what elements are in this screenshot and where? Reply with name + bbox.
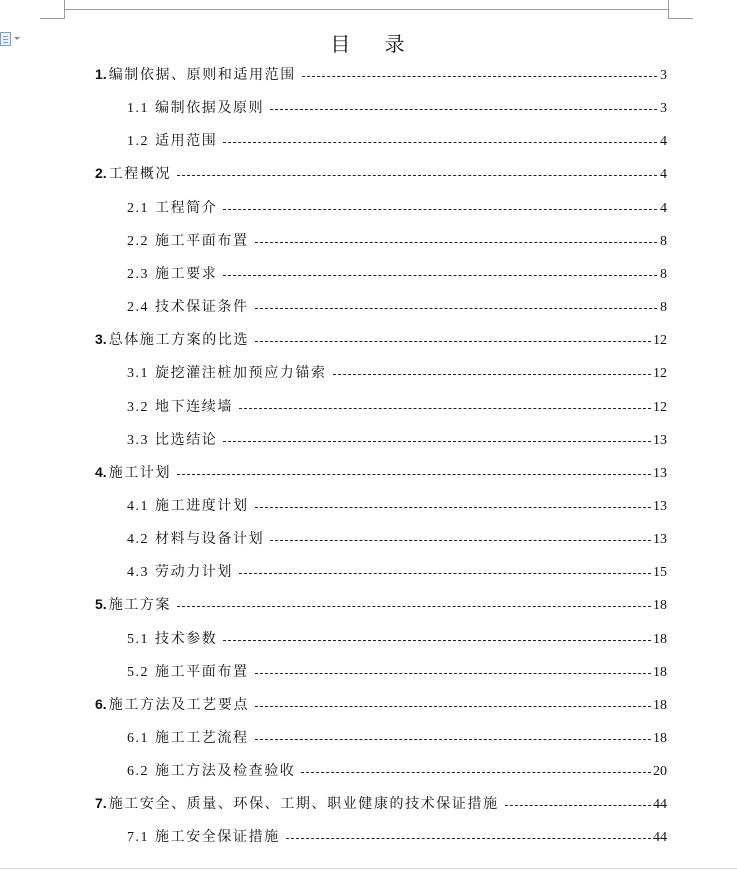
toc-entry[interactable] xyxy=(127,628,667,652)
toc-entry-page: 3 xyxy=(660,68,667,83)
toc-entry-number: 5.1 xyxy=(127,631,149,647)
toc-entry-title: 施工平面布置 xyxy=(155,232,249,249)
toc-entry-number: 1.1 xyxy=(127,101,149,117)
toc-entry-page: 18 xyxy=(653,664,667,680)
toc-leader-dashes xyxy=(223,434,651,448)
page-bottom-edge xyxy=(0,868,737,869)
toc-entry-page: 18 xyxy=(653,631,667,647)
page-corner-mark-left xyxy=(40,0,65,19)
toc-entry-number: 6.2 xyxy=(127,764,149,780)
toc-entry-title: 施工平面布置 xyxy=(155,663,249,680)
toc-leader-dashes xyxy=(333,367,651,381)
toc-entry-number: 2.1 xyxy=(127,200,149,216)
toc-entry[interactable] xyxy=(127,263,667,287)
toc-entry-number: 2.2 xyxy=(127,233,149,249)
toc-entry[interactable] xyxy=(127,97,667,121)
toc-entry-title: 地下连续墙 xyxy=(155,398,233,415)
toc-entry-page: 4 xyxy=(660,134,667,150)
toc-entry[interactable] xyxy=(95,329,667,353)
toc-entry-title: 总体施工方案的比选 xyxy=(108,332,250,349)
toc-entry-page: 12 xyxy=(653,333,667,349)
toc-entry-number: 4.2 xyxy=(127,532,149,548)
toc-entry-title: 旋挖灌注桩加预应力锚索 xyxy=(155,365,327,382)
toc-entry[interactable] xyxy=(127,396,667,420)
toc-leader-dashes xyxy=(239,566,651,580)
toc-entry-number: 3.2 xyxy=(127,399,149,415)
toc-entry-title: 比选结论 xyxy=(155,431,218,448)
toc-leader-dashes xyxy=(239,401,651,415)
toc-entry-page: 4 xyxy=(660,200,667,216)
toc-entry-title: 工程简介 xyxy=(155,199,218,216)
toc-entry-title: 施工安全、质量、环保、工期、职业健康的技术保证措施 xyxy=(108,796,499,813)
toc-leader-dashes xyxy=(223,202,657,216)
toc-entry[interactable] xyxy=(95,793,667,817)
toc-entry-page: 44 xyxy=(653,797,667,813)
toc-entry-page: 8 xyxy=(660,300,667,316)
toc-entry-title: 材料与设备计划 xyxy=(155,531,265,548)
toc-entry-title: 施工计划 xyxy=(108,464,172,481)
toc-entry-page: 20 xyxy=(653,764,667,780)
toc-entry[interactable] xyxy=(127,230,667,254)
toc-entry-number: 4. xyxy=(95,463,107,480)
toc-entry-title: 施工方法及工艺要点 xyxy=(108,696,250,713)
toc-entry[interactable] xyxy=(127,661,667,685)
toc-entry-number: 6. xyxy=(95,695,107,712)
toc-entry-title: 施工方法及检查验收 xyxy=(155,763,296,780)
toc-entry-title: 编制依据、原则和适用范围 xyxy=(108,67,296,83)
toc-entry-number: 3.3 xyxy=(127,432,149,448)
toc-leader-dashes xyxy=(255,666,651,680)
toc-entry-number: 6.1 xyxy=(127,731,149,746)
toc-leader-dashes xyxy=(177,599,651,613)
toc-leader-dashes xyxy=(286,831,651,845)
toc-leader-dashes xyxy=(505,798,651,812)
toc-entry-number: 4.3 xyxy=(127,565,149,581)
toc-entry-number: 4.1 xyxy=(127,498,149,514)
toc-entry[interactable] xyxy=(127,727,667,751)
toc-entry-number: 1. xyxy=(95,66,107,82)
toc-entry-number: 5.2 xyxy=(127,664,149,680)
toc-entry[interactable] xyxy=(127,362,667,386)
toc-entry[interactable] xyxy=(127,130,667,154)
toc-leader-dashes xyxy=(255,334,651,348)
toc-entry-page: 8 xyxy=(660,233,667,249)
toc-entry-title: 施工方案 xyxy=(108,597,172,614)
toc-leader-dashes xyxy=(255,235,657,249)
toc-entry-title: 技术保证条件 xyxy=(155,299,249,316)
toc-entry[interactable] xyxy=(127,429,667,453)
toc-entry[interactable] xyxy=(127,760,667,784)
toc-entry-title: 施工进度计划 xyxy=(155,497,249,514)
toc-leader-dashes xyxy=(177,467,651,481)
toc-leader-dashes xyxy=(270,533,651,547)
toc-entry-number: 5. xyxy=(95,596,107,613)
toc-entry-title: 劳动力计划 xyxy=(155,564,233,581)
toc-entry-number: 3.1 xyxy=(127,366,149,382)
toc-title: 目 录 xyxy=(330,32,419,56)
toc-entry-title: 施工要求 xyxy=(155,265,218,282)
toc-entry-number: 7. xyxy=(95,795,107,812)
toc-entry[interactable] xyxy=(127,296,667,320)
toc-leader-dashes xyxy=(177,168,657,182)
toc-entry-number: 1.2 xyxy=(127,134,149,150)
toc-entry-page: 18 xyxy=(653,598,667,614)
toc-entry-page: 8 xyxy=(660,266,667,282)
toc-entry-page: 13 xyxy=(653,498,667,514)
toc-entry[interactable] xyxy=(127,826,667,850)
toc-entry-page: 13 xyxy=(653,532,667,548)
toc-entry-page: 18 xyxy=(653,731,667,746)
toc-leader-dashes xyxy=(270,102,657,116)
toc-entry-number: 2. xyxy=(95,165,107,182)
toc-entry-page: 44 xyxy=(653,830,667,846)
toc-entry-page: 13 xyxy=(653,432,667,448)
toc-leader-dashes xyxy=(223,633,651,647)
toc-entry-page: 4 xyxy=(660,167,667,183)
page-top-rule xyxy=(64,9,668,10)
page-corner-mark-right xyxy=(668,0,693,19)
toc-entry-page: 13 xyxy=(653,465,667,481)
toc-entry[interactable] xyxy=(127,495,667,519)
toc-leader-dashes xyxy=(301,765,651,779)
toc-entry-title: 适用范围 xyxy=(155,133,218,150)
toc-entry[interactable] xyxy=(95,694,667,718)
toc-entry[interactable] xyxy=(95,462,667,486)
toc-entry-page: 12 xyxy=(653,399,667,415)
toc-entry-page: 15 xyxy=(653,565,667,581)
toc-leader-dashes xyxy=(255,732,651,746)
toc-entry[interactable] xyxy=(127,528,667,552)
toc-entry[interactable] xyxy=(95,163,667,187)
toc-leader-dashes xyxy=(255,301,657,315)
toc-leader-dashes xyxy=(223,135,657,149)
toc-leader-dashes xyxy=(302,69,657,83)
toc-entry[interactable] xyxy=(95,594,667,618)
toc-entry-title: 施工安全保证措施 xyxy=(155,829,280,846)
toc-entry-page: 18 xyxy=(653,697,667,713)
toc-entry-title: 技术参数 xyxy=(155,630,218,647)
toc-entry-number: 2.3 xyxy=(127,266,149,282)
toc-entry[interactable] xyxy=(127,197,667,221)
toc-entry-page: 12 xyxy=(653,366,667,382)
toc-entry-title: 编制依据及原则 xyxy=(155,100,265,117)
toc-entry[interactable] xyxy=(95,64,667,88)
toc-entry-page: 3 xyxy=(660,101,667,117)
toc-leader-dashes xyxy=(223,268,657,282)
toc-entry-title: 工程概况 xyxy=(108,166,172,183)
toc-entry[interactable] xyxy=(127,561,667,585)
toc-entry-number: 2.4 xyxy=(127,300,149,316)
toc-entry-number: 3. xyxy=(95,331,107,348)
toc-entry-title: 施工工艺流程 xyxy=(155,730,249,746)
toc-entry-number: 7.1 xyxy=(127,830,149,846)
toc-leader-dashes xyxy=(255,500,651,514)
toc-leader-dashes xyxy=(255,699,651,713)
